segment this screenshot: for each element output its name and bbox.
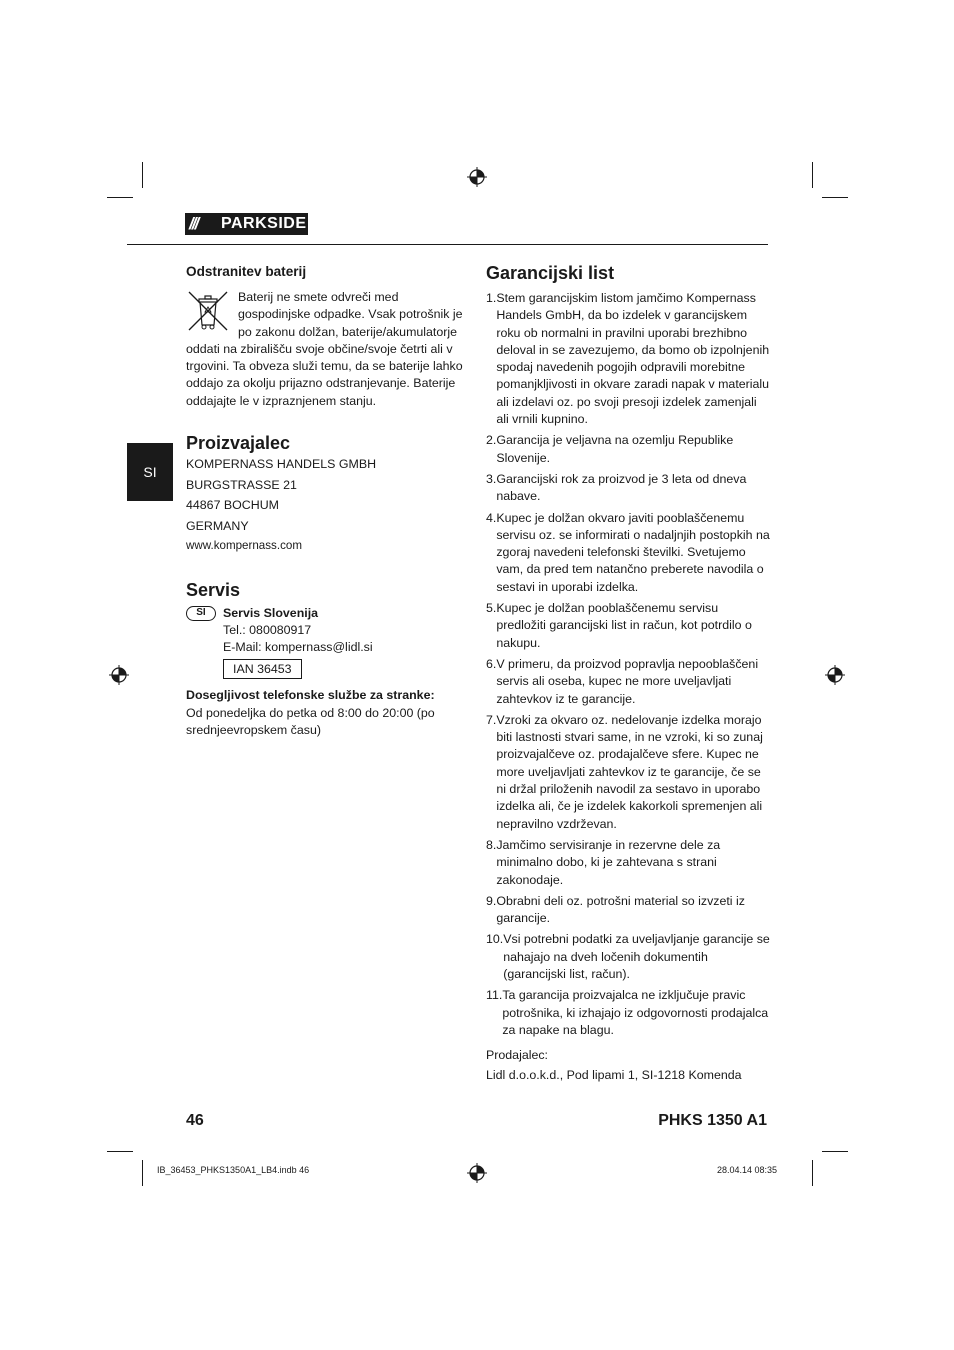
list-item [486,510,770,596]
item-number: 1. [486,291,497,305]
manufacturer-heading: Proizvajalec [186,433,291,454]
item-number: 8. [486,837,497,852]
parkside-logo [185,213,308,235]
item-text: Garancijski rok za proizvod je 3 leta od dneva nabave. [496,471,747,504]
list-item [486,712,770,833]
left-column [186,262,468,739]
crop-mark [142,162,143,188]
battery-section [186,262,468,410]
list-item [486,987,770,1039]
service-heading: Servis [186,579,241,600]
crop-mark [142,1160,143,1186]
warranty-list [486,290,770,1039]
crop-mark [822,197,848,198]
item-number: 6. [486,656,497,671]
crop-mark [812,1160,813,1186]
item-text: V primeru, da proizvod popravlja nepooblaščeni servis ali oseba, kupec ne more uveljavljati zahtevkov iz te garancije. [496,656,759,706]
item-text: Garancija je veljavna na ozemlju Republike Slovenije. [496,433,734,465]
seller-block [486,1047,770,1085]
battery-disposal-block [186,289,468,410]
crossed-bin-icon [186,289,230,333]
list-item [486,290,770,428]
item-number: 2. [486,433,497,448]
service-email: E-Mail: kompernass@lidl.si [223,640,373,655]
registration-mark-icon [825,665,845,685]
list-item [486,656,770,708]
list-item [486,837,770,889]
address-line: 44867 BOCHUM [186,498,279,513]
language-tab: SI [127,443,173,501]
warranty-heading: Garancijski list [486,263,615,283]
item-number: 10. [486,932,504,947]
item-text: Ta garancija proizvajalca ne izključuje pravic potrošnika, ki izhajajo iz odgovornosti prodajalca za napake na blagu. [502,988,769,1037]
item-number: 3. [486,471,497,486]
service-contact [186,605,468,680]
manufacturer-address [186,454,468,557]
item-text: Kupec je dolžan okvaro javiti pooblaščenemu servisu oz. se informirati o nadaljnjih postopkih na zgoraj navedeni telefonski številki. Svetujemo vam, da pred tem natančno preberete navodila o sestavi in uporabi izdelka. [496,510,770,594]
service-name: Servis Slovenija [223,605,319,620]
battery-heading: Odstranitev baterij [186,264,307,279]
service-hours [186,687,468,739]
seller-label: Prodajalec: [486,1048,548,1063]
list-item [486,893,770,928]
item-number: 7. [486,712,497,727]
item-text: Vzroki za okvaro oz. nedelovanje izdelka morajo biti lastnosti stvari same, in ne vzroki, ki so zunaj proizvajalčeve oz. prodajalčeve sfere. Kupec ne more uveljavljati zahtevkov iz te garancije, če se ni držal priloženih navodil za sestavo in uporabo izdelka ali, če je izdelek kakorkoli spremenjen ali nepravilno vzdrževan. [496,712,763,831]
registration-mark-icon [467,167,487,187]
country-badge: SI [186,606,216,621]
right-column [486,262,770,1088]
print-date: 28.04.14 08:35 [716,1165,777,1175]
list-item [486,600,770,652]
item-text: Obrabni deli oz. potrošni material so izvzeti iz garancije. [496,893,745,926]
seller-address: Lidl d.o.o.k.d., Pod lipami 1, SI-1218 Komenda [486,1068,742,1083]
service-hours-text: Od ponedeljka do petka od 8:00 do 20:00 (po srednjeevropskem času) [186,705,435,738]
ian-number: IAN 36453 [223,659,302,679]
item-number: 5. [486,601,497,616]
item-text: Stem garancijskim listom jamčimo Kompernass Handels GmbH, da bo izdelek v garancijskem roku ob normalni in pravilni uporabi brezhibno deloval in se zavezujemo, da bomo ob izpolnjenih spodaj navedenih pogojih odpravili morebitne pomanjkljivosti in okvare zaradi napak v materialu ali izdelavi oz. po svoji presoji izdelek zamenjali ali vrnili kupnino. [496,291,770,427]
battery-text: Baterij ne smete odvreči med gospodinjske odpadke. Vsak potrošnik je po zakonu dolžan, baterije/akumulatorje oddati na zbirališču svoje občine/svoje četrti ali v trgovini. Ta obveza služi temu, da se baterije lahko oddajo za okolju prijazno odstranjevanje. Baterije oddajajte le v izpraznjenem stanju. [186,290,463,408]
crop-mark [107,197,133,198]
logo-text: PARKSIDE [221,215,307,232]
model-number: PHKS 1350 A1 [658,1112,767,1129]
service-phone: Tel.: 080080917 [223,622,312,637]
crop-mark [812,162,813,188]
item-text: Vsi potrebni podatki za uveljavljanje garancije se nahajajo na dveh ločenih dokumentih (garancijski list, račun). [503,932,770,981]
item-number: 9. [486,893,497,908]
registration-mark-icon [467,1163,487,1183]
logo-slashes: /// [189,214,198,233]
manufacturer-website-link[interactable]: www.kompernass.com [186,539,302,553]
list-item [486,931,770,983]
item-number: 11. [486,988,503,1003]
manufacturer-section [186,432,468,557]
registration-mark-icon [109,665,129,685]
list-item [486,432,770,467]
item-number: 4. [486,510,497,525]
print-file-info: IB_36453_PHKS1350A1_LB4.indb 46 [157,1165,310,1175]
address-line: BURGSTRASSE 21 [186,477,297,492]
service-hours-heading: Dosegljivost telefonske službe za stranke: [186,688,435,703]
page-number: 46 [186,1112,204,1129]
address-line: KOMPERNASS HANDELS GMBH [186,457,377,472]
crop-mark [107,1151,133,1152]
item-text: Jamčimo servisiranje in rezervne dele za minimalno dobo, ki je zahtevana s strani zakonodaje. [496,837,721,887]
item-text: Kupec je dolžan pooblaščenemu servisu predložiti garancijski list in račun, kot potrdilo o nakupu. [496,601,752,650]
list-item [486,471,770,506]
crop-mark [822,1151,848,1152]
service-details [223,605,373,680]
header-divider [127,244,768,245]
address-line: GERMANY [186,518,249,533]
service-section [186,579,468,740]
